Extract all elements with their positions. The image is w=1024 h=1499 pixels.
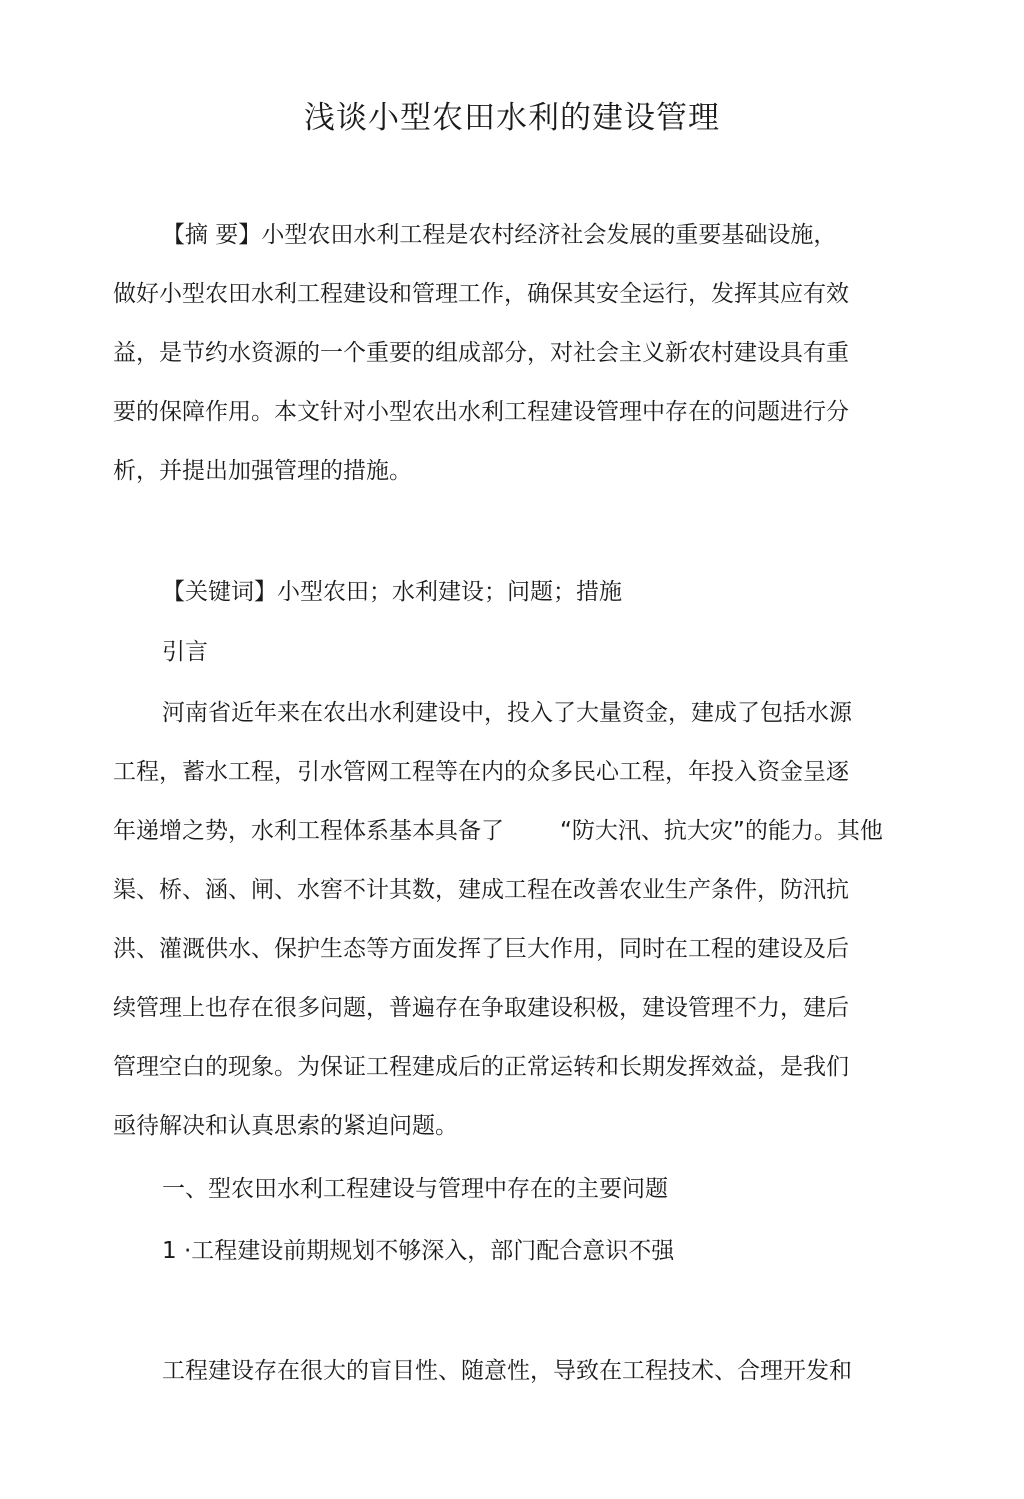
intro-line-6: 续管理上也存在很多问题，普遍存在争取建设积极，建设管理不力，建后 (113, 995, 849, 1021)
abstract-line-4: 要的保障作用。本文针对小型农出水利工程建设管理中存在的问题进行分 (113, 399, 849, 425)
intro-line-5: 洪、灌溉供水、保护生态等方面发挥了巨大作用，同时在工程的建设及后 (113, 936, 849, 962)
intro-line-3 (113, 814, 883, 848)
abstract-line-2: 做好小型农田水利工程建设和管理工作，确保其安全运行，发挥其应有效 (113, 281, 849, 307)
intro-line-3-part-a: 年递增之势，水利工程体系基本具备了 (113, 818, 504, 844)
abstract-line-3: 益，是节约水资源的一个重要的组成部分，对社会主义新农村建设具有重 (113, 340, 849, 366)
intro-line-1: 河南省近年来在农出水利建设中，投入了大量资金，建成了包括水源 (162, 700, 852, 726)
keywords-label: 【关键词】 (162, 579, 277, 605)
intro-line-4: 渠、桥、涵、闸、水窖不计其数，建成工程在改善农业生产条件，防汛抗 (113, 877, 849, 903)
intro-line-2: 工程，蓄水工程，引水管网工程等在内的众多民心工程，年投入资金呈逐 (113, 759, 849, 785)
keywords-text: 小型农田；水利建设；问题；措施 (277, 579, 622, 605)
intro-line-3-part-b: “防大汛、抗大灾”的能力。其他 (560, 818, 883, 844)
section-1-heading: 一、型农田水利工程建设与管理中存在的主要问题 (162, 1176, 668, 1202)
abstract-line-1 (162, 218, 836, 252)
keywords-line (162, 575, 622, 609)
abstract-text: 小型农田水利工程是农村经济社会发展的重要基础设施， (261, 222, 837, 248)
abstract-label: 【摘 要】 (162, 222, 262, 248)
abstract-line-5: 析，并提出加强管理的措施。 (113, 458, 412, 484)
intro-heading: 引言 (162, 639, 208, 665)
intro-line-8: 亟待解决和认真思索的紧迫问题。 (113, 1113, 458, 1139)
document-title: 浅谈小型农田水利的建设管理 (304, 100, 720, 136)
intro-line-7: 管理空白的现象。为保证工程建成后的正常运转和长期发挥效益，是我们 (113, 1054, 849, 1080)
subsection-1-heading: 1 ·工程建设前期规划不够深入，部门配合意识不强 (162, 1238, 675, 1264)
paragraph-last-line-1: 工程建设存在很大的盲目性、随意性，导致在工程技术、合理开发和 (162, 1358, 852, 1384)
